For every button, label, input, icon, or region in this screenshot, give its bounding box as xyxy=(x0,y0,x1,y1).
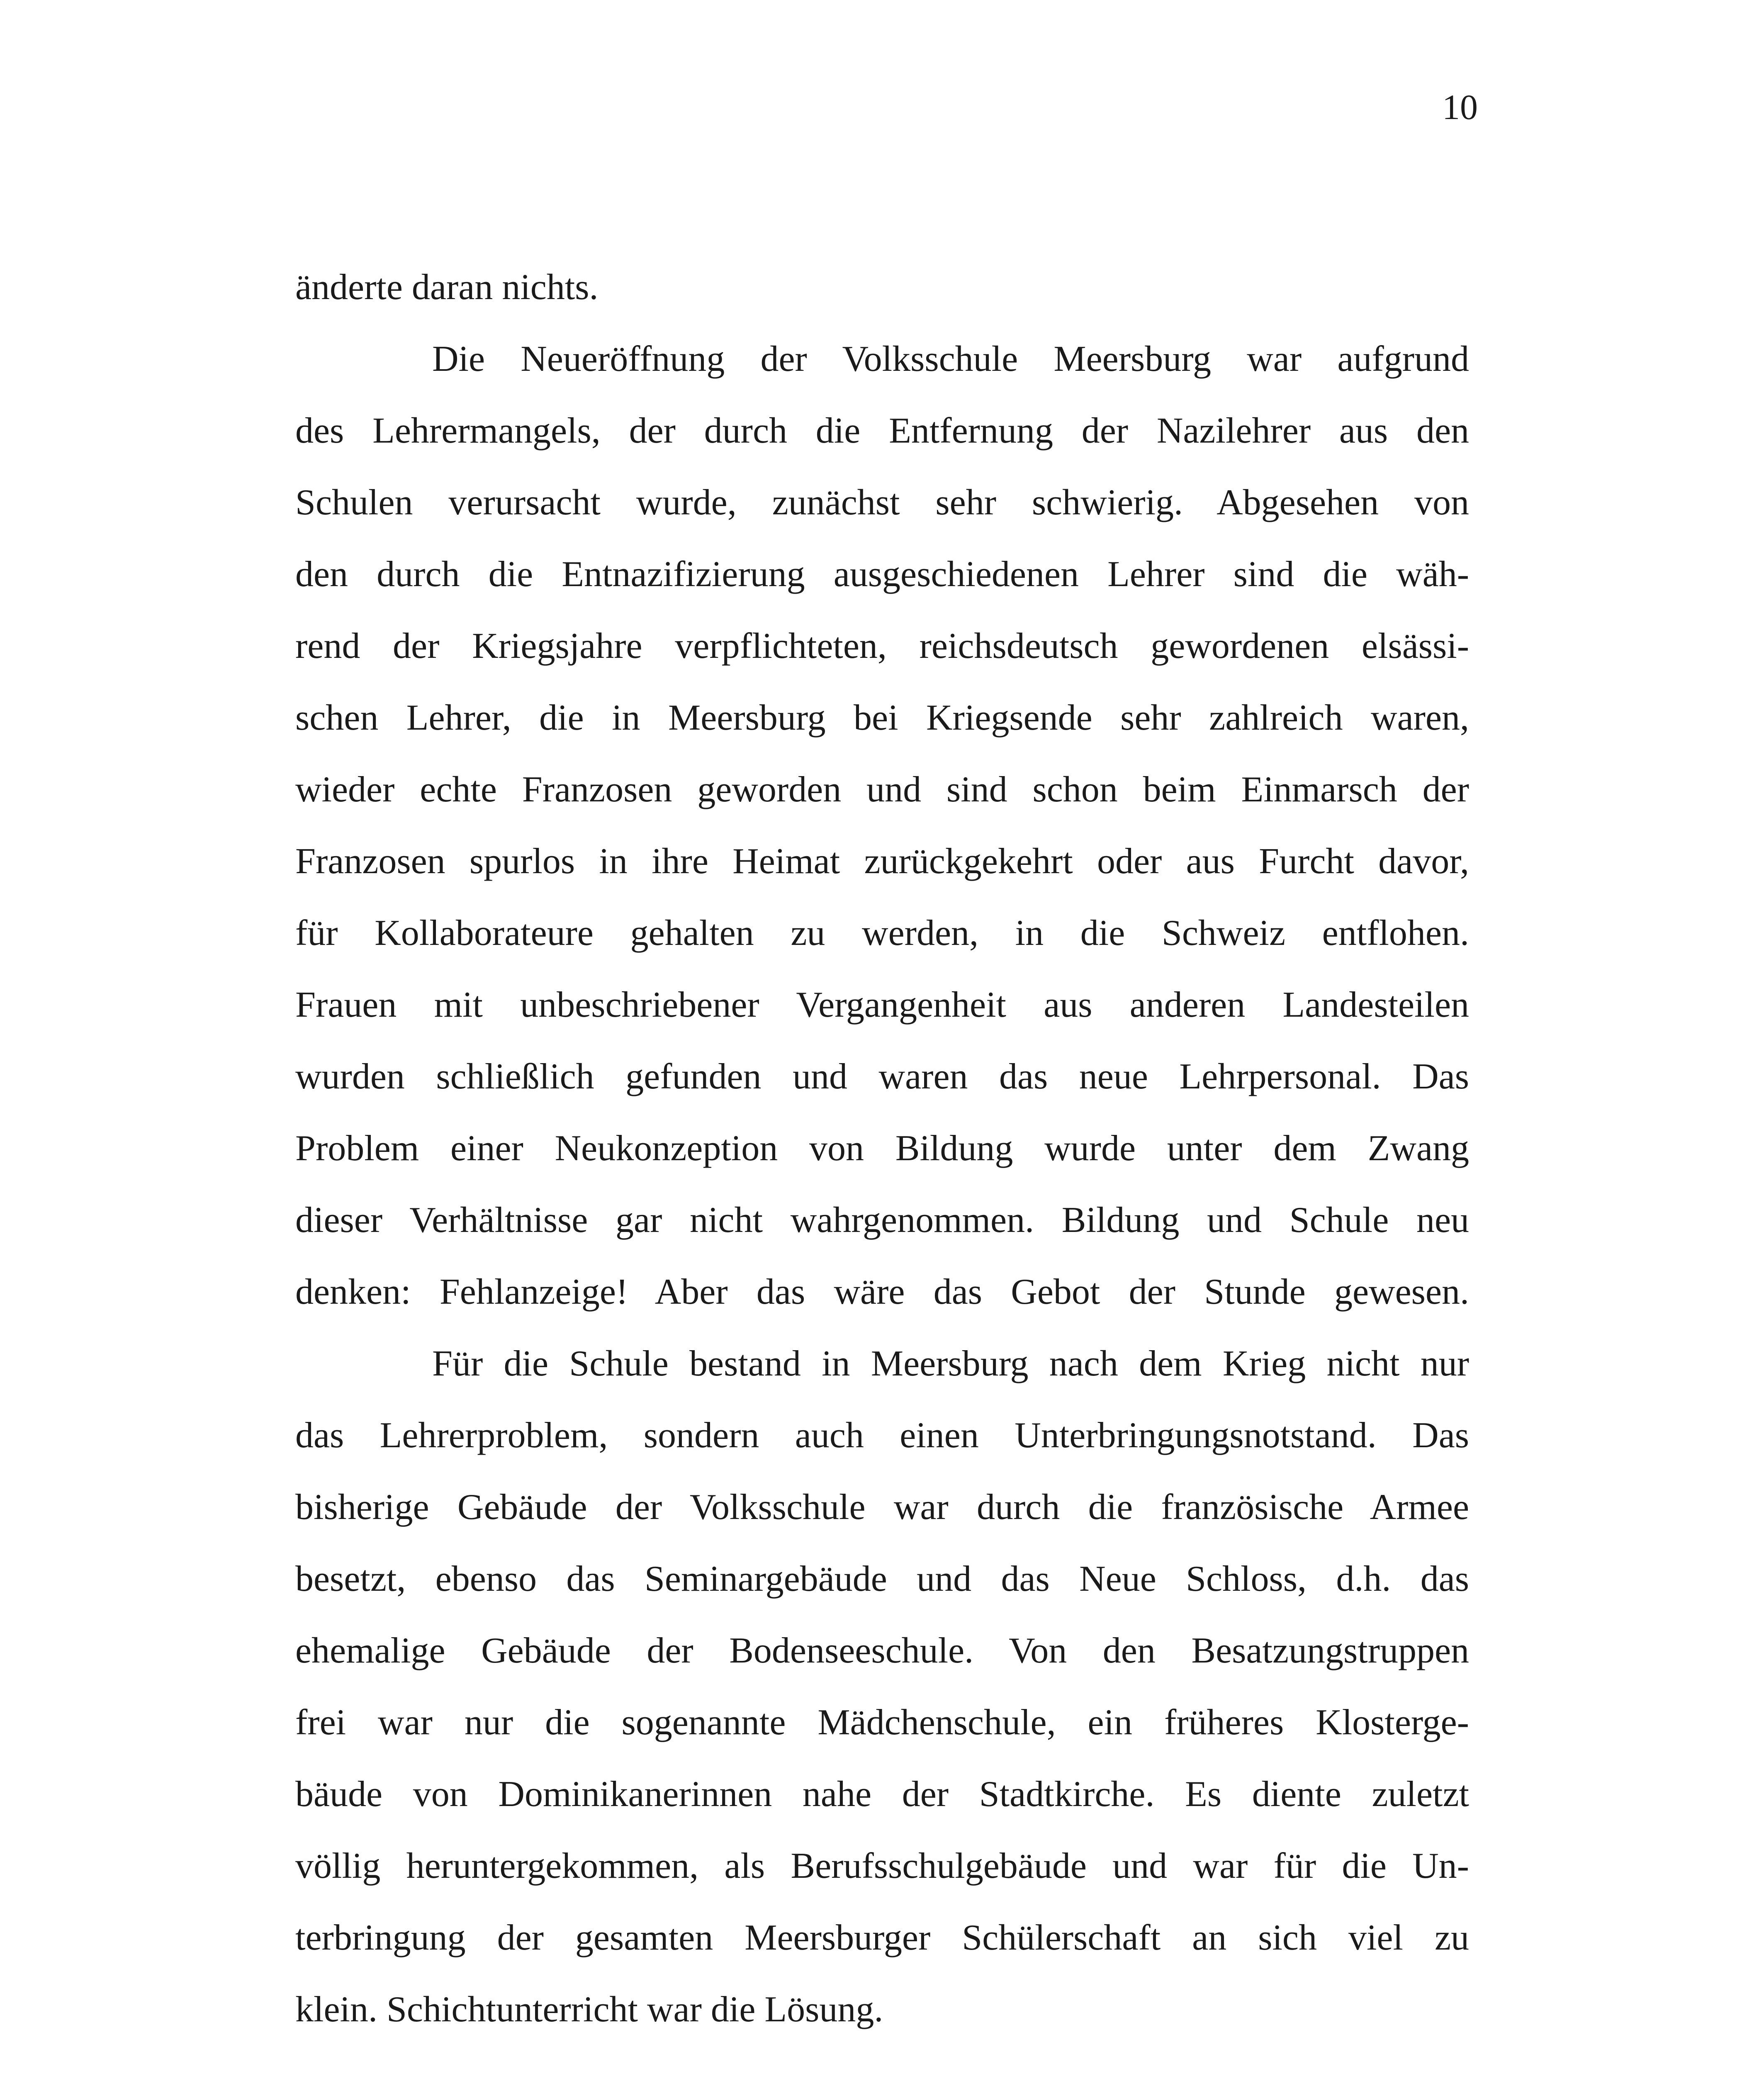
page-number: 10 xyxy=(1442,87,1478,127)
text-line: frei war nur die sogenannte Mädchenschule, ein früheres Klosterge- xyxy=(295,1702,1469,1743)
text-line: klein. Schichtunterricht war die Lösung. xyxy=(295,1989,883,2030)
text-line: besetzt, ebenso das Seminargebäude und das Neue Schloss, d.h. das xyxy=(295,1559,1469,1599)
text-line: für Kollaborateure gehalten zu werden, in die Schweiz entflohen. xyxy=(295,913,1469,953)
text-line: terbringung der gesamten Meersburger Schülerschaft an sich viel zu xyxy=(295,1918,1469,1958)
text-line: Schulen verursacht wurde, zunächst sehr schwierig. Abgesehen von xyxy=(295,482,1469,523)
text-line: völlig heruntergekommen, als Berufsschulgebäude und war für die Un- xyxy=(295,1846,1469,1886)
text-line: ehemalige Gebäude der Bodenseeschule. Von den Besatzungstruppen xyxy=(295,1631,1469,1671)
text-line: wurden schließlich gefunden und waren das neue Lehrpersonal. Das xyxy=(295,1056,1469,1097)
text-line: denken: Fehlanzeige! Aber das wäre das Gebot der Stunde gewesen. xyxy=(295,1272,1469,1312)
text-line: dieser Verhältnisse gar nicht wahrgenommen. Bildung und Schule neu xyxy=(295,1200,1469,1240)
text-line: des Lehrermangels, der durch die Entfernung der Nazilehrer aus den xyxy=(295,411,1469,451)
text-line: den durch die Entnazifizierung ausgeschiedenen Lehrer sind die wäh- xyxy=(295,554,1469,594)
text-line: Für die Schule bestand in Meersburg nach dem Krieg nicht nur xyxy=(432,1344,1469,1384)
text-line: bäude von Dominikanerinnen nahe der Stadtkirche. Es diente zuletzt xyxy=(295,1774,1469,1814)
text-line: Die Neueröffnung der Volksschule Meersburg war aufgrund xyxy=(432,339,1469,379)
text-line: bisherige Gebäude der Volksschule war durch die französische Armee xyxy=(295,1487,1469,1527)
text-line: schen Lehrer, die in Meersburg bei Kriegsende sehr zahlreich waren, xyxy=(295,698,1469,738)
text-line: wieder echte Franzosen geworden und sind schon beim Einmarsch der xyxy=(295,769,1469,810)
text-line: Franzosen spurlos in ihre Heimat zurückgekehrt oder aus Furcht davor, xyxy=(295,841,1469,881)
text-line: das Lehrerproblem, sondern auch einen Unterbringungsnotstand. Das xyxy=(295,1415,1469,1456)
body-text xyxy=(295,265,1469,2059)
text-line: rend der Kriegsjahre verpflichteten, reichsdeutsch gewordenen elsässi- xyxy=(295,626,1469,666)
text-line: Frauen mit unbeschriebener Vergangenheit aus anderen Landesteilen xyxy=(295,985,1469,1025)
text-line: änderte daran nichts. xyxy=(295,267,599,307)
text-line: Problem einer Neukonzeption von Bildung wurde unter dem Zwang xyxy=(295,1128,1469,1168)
